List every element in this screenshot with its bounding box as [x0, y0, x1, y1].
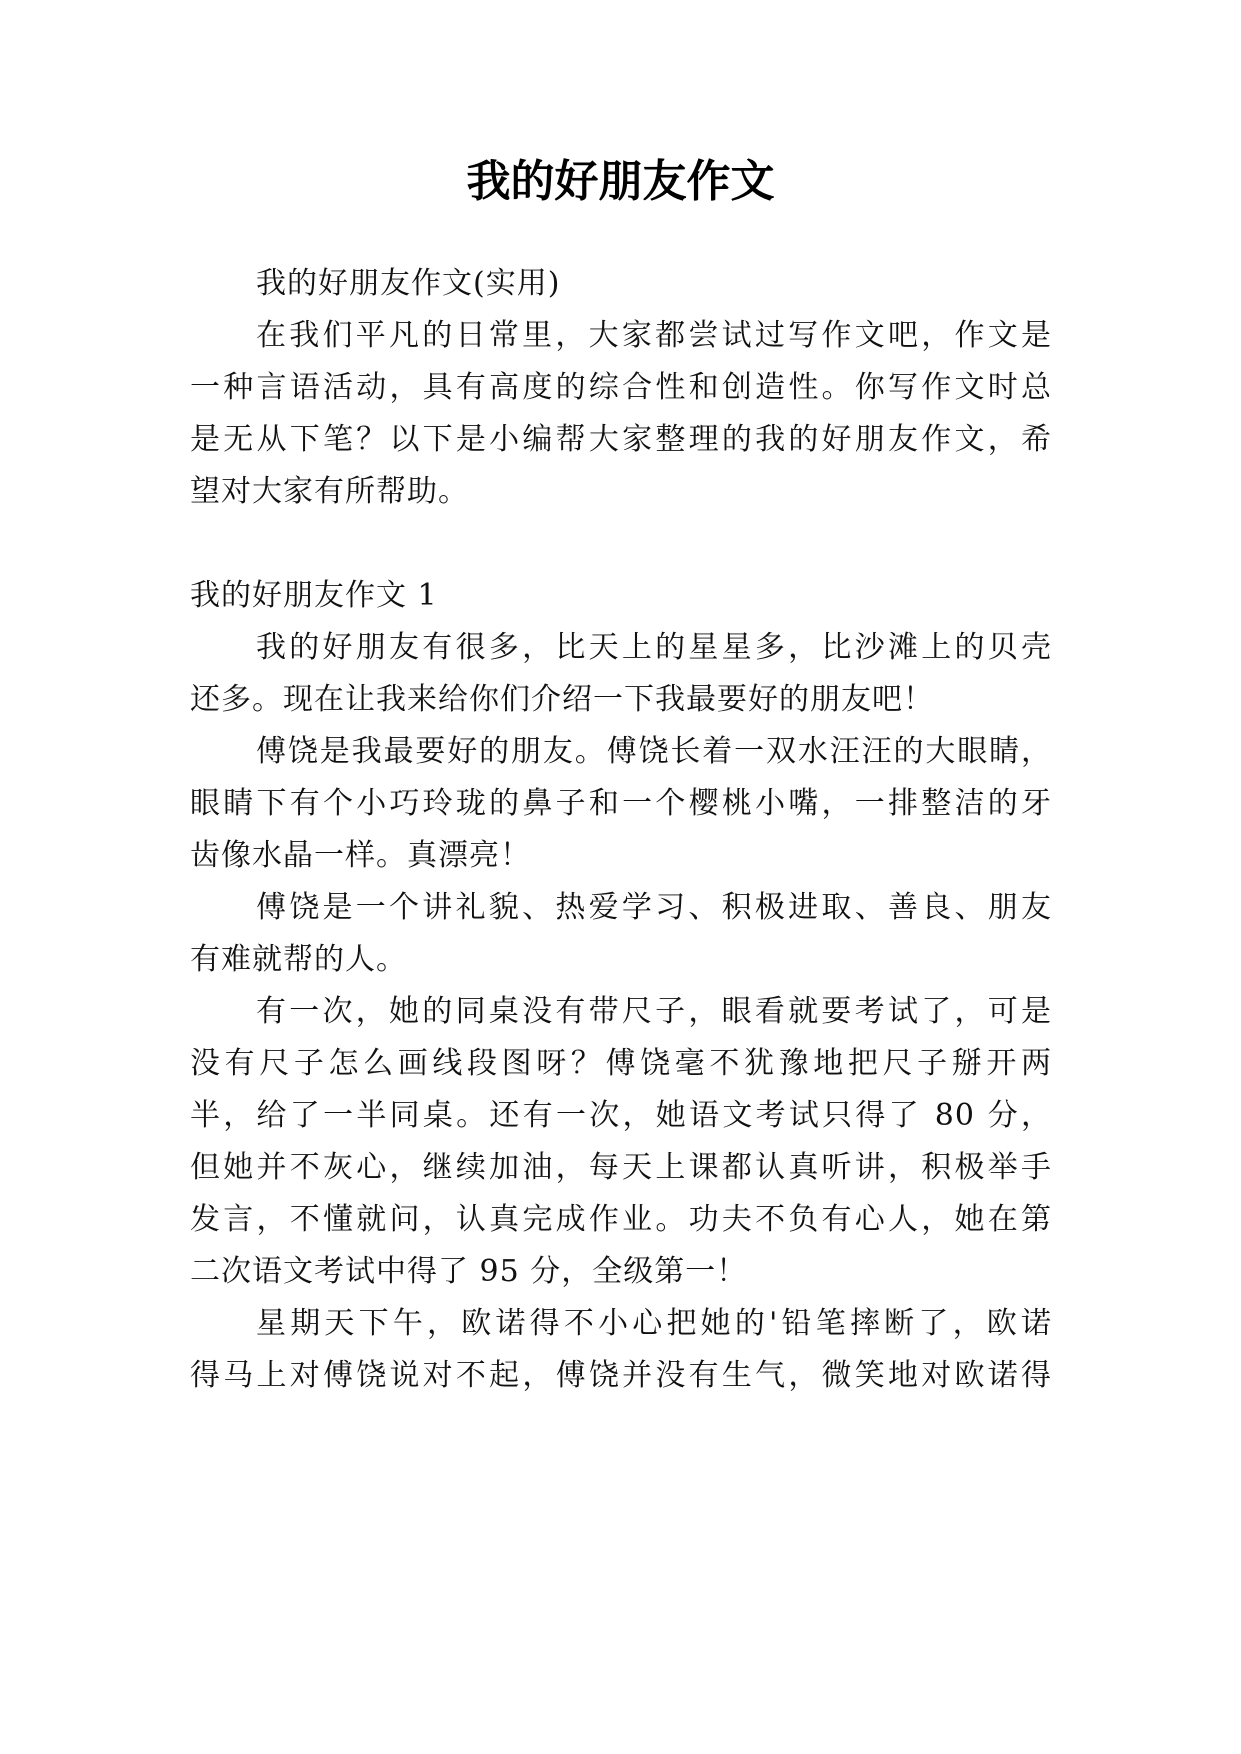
section-heading: 我的好朋友作文 1	[190, 578, 438, 613]
text-line: 星期天下午，欧诺得不小心把她的'铅笔摔断了，欧诺	[256, 1306, 1052, 1341]
text-line: 一种言语活动，具有高度的综合性和创造性。你写作文时总	[190, 370, 1052, 405]
text-line: 还多。现在让我来给你们介绍一下我最要好的朋友吧！	[190, 682, 934, 717]
text-line: 我的好朋友有很多，比天上的星星多，比沙滩上的贝壳	[256, 630, 1052, 665]
text-line: 二次语文考试中得了 95 分，全级第一！	[190, 1254, 748, 1289]
text-line: 是无从下笔？以下是小编帮大家整理的我的好朋友作文，希	[190, 422, 1052, 457]
text-line: 有一次，她的同桌没有带尺子，眼看就要考试了，可是	[256, 994, 1052, 1029]
text-line: 半，给了一半同桌。还有一次，她语文考试只得了 80 分，	[190, 1098, 1052, 1133]
text-line: 眼睛下有个小巧玲珑的鼻子和一个樱桃小嘴，一排整洁的牙	[190, 786, 1052, 821]
text-line: 在我们平凡的日常里，大家都尝试过写作文吧，作文是	[256, 318, 1052, 353]
text-line: 没有尺子怎么画线段图呀？傅饶毫不犹豫地把尺子掰开两	[190, 1046, 1052, 1081]
text-line: 傅饶是我最要好的朋友。傅饶长着一双水汪汪的大眼睛，	[256, 734, 1052, 769]
text-line: 齿像水晶一样。真漂亮！	[190, 838, 531, 873]
text-line: 傅饶是一个讲礼貌、热爱学习、积极进取、善良、朋友	[256, 890, 1052, 925]
text-line: 发言，不懂就问，认真完成作业。功夫不负有心人，她在第	[190, 1202, 1052, 1237]
text-line: 但她并不灰心，继续加油，每天上课都认真听讲，积极举手	[190, 1150, 1052, 1185]
text-line: 有难就帮的人。	[190, 942, 407, 977]
subtitle-line: 我的好朋友作文(实用)	[256, 266, 561, 301]
text-line: 望对大家有所帮助。	[190, 474, 469, 509]
text-line: 得马上对傅饶说对不起，傅饶并没有生气，微笑地对欧诺得	[190, 1358, 1052, 1393]
document-title: 我的好朋友作文	[466, 156, 775, 207]
